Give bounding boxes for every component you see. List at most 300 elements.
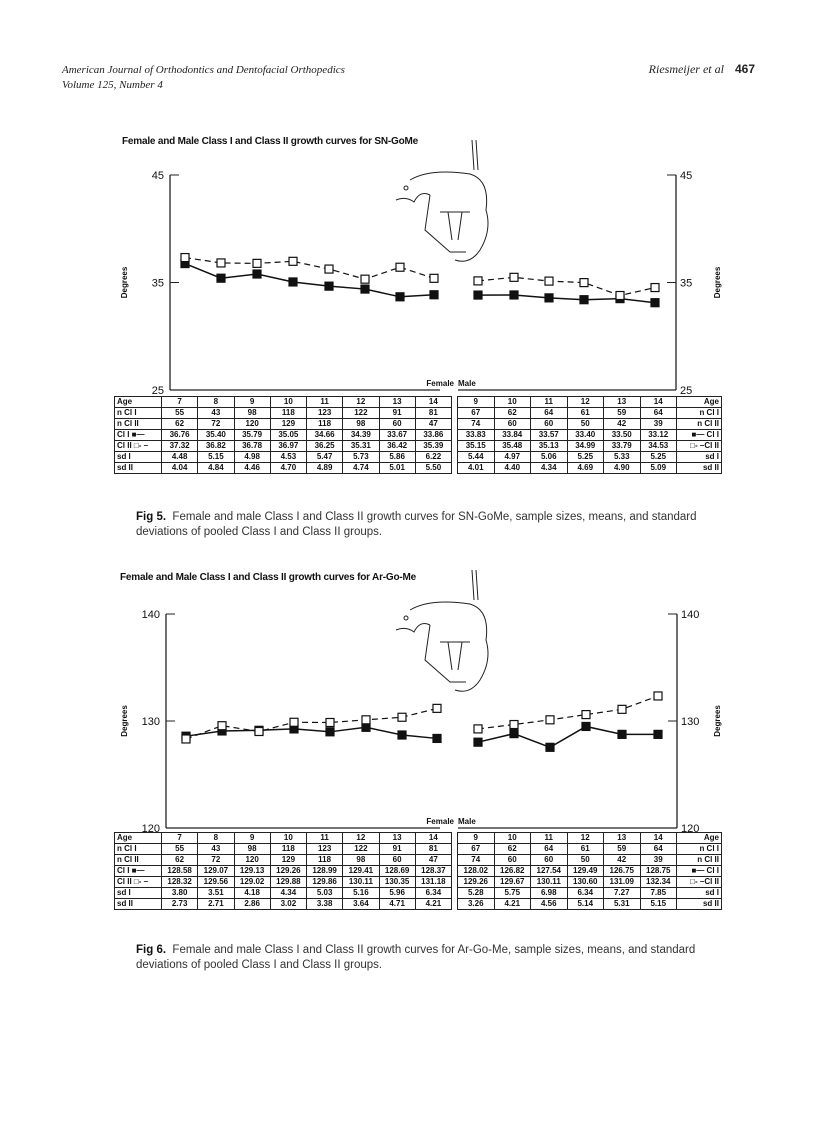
table-row	[115, 397, 452, 408]
table-cell: 4.21	[415, 899, 451, 910]
page-number: 467	[734, 62, 755, 76]
table-cell: 3.64	[343, 899, 379, 910]
open-square-marker-icon	[361, 275, 369, 283]
open-square-marker-icon	[396, 263, 404, 271]
table-cell: 74	[458, 419, 495, 430]
row-label: sd I	[677, 452, 722, 463]
table-cell: 2.73	[162, 899, 198, 910]
table-cell: 4.84	[198, 463, 234, 474]
table-cell: 5.01	[379, 463, 415, 474]
filled-square-marker-icon	[651, 299, 659, 307]
row-label: sd II	[677, 463, 722, 474]
table-cell: 12	[567, 397, 604, 408]
table-cell: 129	[270, 419, 306, 430]
y-tick-label: 25	[151, 385, 164, 397]
table-cell: 35.13	[531, 441, 568, 452]
table-cell: 10	[494, 397, 531, 408]
table-cell: 122	[343, 844, 379, 855]
table-cell: 118	[307, 419, 343, 430]
table-cell: 3.80	[162, 888, 198, 899]
row-label: Cl I ■—	[115, 430, 162, 441]
table-cell: 13	[604, 833, 641, 844]
row-label: Cl II □- –	[115, 877, 162, 888]
open-square-marker-icon	[325, 265, 333, 273]
row-label: sd I	[115, 452, 162, 463]
female-data-table	[114, 832, 452, 910]
table-cell: 4.18	[234, 888, 270, 899]
table-cell: 129	[270, 855, 306, 866]
open-square-marker-icon	[510, 273, 518, 281]
row-label: n Cl I	[677, 408, 722, 419]
table-cell: 33.50	[604, 430, 641, 441]
figure-6-caption-label: Fig 6.	[136, 944, 167, 956]
filled-square-marker-icon	[545, 294, 553, 302]
figure-6-title: Female and Male Class I and Class II growth curves for Ar-Go-Me	[120, 572, 416, 583]
table-row	[115, 441, 452, 452]
male-data-table	[457, 832, 722, 910]
table-row	[115, 419, 452, 430]
table-cell: 118	[307, 855, 343, 866]
table-cell: 4.21	[494, 899, 531, 910]
table-row	[458, 888, 722, 899]
table-cell: 39	[640, 419, 677, 430]
table-cell: 4.69	[567, 463, 604, 474]
class-2-line	[478, 277, 655, 295]
table-cell: 35.39	[415, 441, 451, 452]
table-cell: 129.88	[270, 877, 306, 888]
table-cell: 55	[162, 844, 198, 855]
table-cell: 129.13	[234, 866, 270, 877]
table-cell: 7	[162, 397, 198, 408]
row-label: sd II	[677, 899, 722, 910]
table-cell: 129.26	[270, 866, 306, 877]
female-data-table	[114, 396, 452, 474]
table-cell: 34.39	[343, 430, 379, 441]
table-cell: 36.25	[307, 441, 343, 452]
table-cell: 118	[270, 844, 306, 855]
table-cell: 36.76	[162, 430, 198, 441]
table-row	[115, 866, 452, 877]
table-cell: 50	[567, 855, 604, 866]
table-cell: 129.49	[567, 866, 604, 877]
table-cell: 126.82	[494, 866, 531, 877]
row-label: n Cl II	[115, 855, 162, 866]
row-label: Cl I ■—	[115, 866, 162, 877]
row-label: Age	[677, 833, 722, 844]
table-cell: 60	[379, 855, 415, 866]
row-label: ■— Cl I	[677, 430, 722, 441]
table-cell: 118	[270, 408, 306, 419]
table-cell: 33.12	[640, 430, 677, 441]
row-label: n Cl II	[677, 419, 722, 430]
open-square-marker-icon	[580, 279, 588, 287]
table-cell: 3.51	[198, 888, 234, 899]
figure-5-caption-label: Fig 5.	[136, 511, 167, 523]
table-cell: 8	[198, 397, 234, 408]
figure-6-caption	[136, 943, 716, 973]
table-cell: 132.34	[640, 877, 677, 888]
table-cell: 5.25	[567, 452, 604, 463]
table-cell: 5.44	[458, 452, 495, 463]
y-axis-label-right: Degrees	[713, 705, 722, 737]
table-cell: 35.79	[234, 430, 270, 441]
table-cell: 128.02	[458, 866, 495, 877]
table-cell: 11	[531, 397, 568, 408]
table-cell: 128.37	[415, 866, 451, 877]
table-cell: 127.54	[531, 866, 568, 877]
table-cell: 64	[531, 408, 568, 419]
table-cell: 4.34	[270, 888, 306, 899]
row-label: □- –Cl II	[677, 877, 722, 888]
cephalometric-skull-sketch-icon	[396, 140, 488, 261]
table-row	[458, 452, 722, 463]
filled-square-marker-icon	[430, 291, 438, 299]
table-cell: 4.04	[162, 463, 198, 474]
open-square-marker-icon	[181, 254, 189, 262]
table-cell: 34.99	[567, 441, 604, 452]
table-cell: 13	[379, 397, 415, 408]
table-cell: 42	[604, 419, 641, 430]
table-cell: 7.27	[604, 888, 641, 899]
table-cell: 4.53	[270, 452, 306, 463]
table-cell: 5.25	[640, 452, 677, 463]
table-row	[115, 844, 452, 855]
table-cell: 4.56	[531, 899, 568, 910]
table-cell: 34.53	[640, 441, 677, 452]
table-cell: 81	[415, 844, 451, 855]
table-cell: 4.98	[234, 452, 270, 463]
table-cell: 10	[270, 833, 306, 844]
table-cell: 61	[567, 408, 604, 419]
table-cell: 126.75	[604, 866, 641, 877]
table-cell: 10	[270, 397, 306, 408]
y-tick-label: 120	[141, 823, 160, 835]
table-row	[115, 833, 452, 844]
row-label: n Cl I	[677, 844, 722, 855]
row-label: Cl II □- –	[115, 441, 162, 452]
filled-square-marker-icon	[253, 270, 261, 278]
table-cell: 120	[234, 419, 270, 430]
figure-5-title: Female and Male Class I and Class II growth curves for SN-GoMe	[122, 136, 419, 147]
table-cell: 5.06	[531, 452, 568, 463]
table-cell: 129.41	[343, 866, 379, 877]
table-cell: 8	[198, 833, 234, 844]
open-square-marker-icon	[545, 277, 553, 285]
table-cell: 98	[343, 855, 379, 866]
table-cell: 35.15	[458, 441, 495, 452]
filled-square-marker-icon	[580, 296, 588, 304]
y-tick-label: 35	[680, 277, 693, 290]
table-cell: 6.34	[567, 888, 604, 899]
table-cell: 4.97	[494, 452, 531, 463]
figure-6-caption-text: Female and male Class I and Class II growth curves for Ar-Go-Me, sample sizes, means, and standard deviations of pooled Class I and Class II groups.	[136, 944, 696, 971]
table-cell: 55	[162, 408, 198, 419]
table-cell: 36.82	[198, 441, 234, 452]
row-label: sd I	[115, 888, 162, 899]
table-cell: 64	[640, 844, 677, 855]
table-cell: 6.34	[415, 888, 451, 899]
male-panel-label: Male	[458, 379, 476, 388]
filled-square-marker-icon	[474, 291, 482, 299]
table-cell: 64	[640, 408, 677, 419]
table-cell: 43	[198, 844, 234, 855]
y-tick-label: 130	[681, 716, 700, 728]
table-cell: 11	[307, 397, 343, 408]
table-cell: 130.35	[379, 877, 415, 888]
table-row	[458, 408, 722, 419]
table-cell: 122	[343, 408, 379, 419]
table-cell: 6.98	[531, 888, 568, 899]
open-square-marker-icon	[651, 284, 659, 292]
table-cell: 131.09	[604, 877, 641, 888]
male-data-table	[457, 396, 722, 474]
table-cell: 5.16	[343, 888, 379, 899]
table-row	[115, 899, 452, 910]
row-label: □- –Cl II	[677, 441, 722, 452]
table-cell: 130.60	[567, 877, 604, 888]
table-row	[458, 855, 722, 866]
table-cell: 5.33	[604, 452, 641, 463]
table-cell: 91	[379, 844, 415, 855]
table-cell: 47	[415, 855, 451, 866]
y-axis-label-left: Degrees	[120, 266, 129, 299]
table-cell: 9	[234, 397, 270, 408]
row-label: Age	[677, 397, 722, 408]
filled-square-marker-icon	[361, 285, 369, 293]
row-label: sd II	[115, 899, 162, 910]
table-cell: 5.75	[494, 888, 531, 899]
table-cell: 11	[531, 833, 568, 844]
filled-square-marker-icon	[510, 291, 518, 299]
table-cell: 62	[162, 419, 198, 430]
table-cell: 34.66	[307, 430, 343, 441]
table-row	[458, 899, 722, 910]
table-cell: 59	[604, 408, 641, 419]
y-tick-label: 140	[681, 609, 700, 621]
table-cell: 13	[379, 833, 415, 844]
row-label: n Cl I	[115, 408, 162, 419]
table-cell: 33.86	[415, 430, 451, 441]
table-cell: 72	[198, 419, 234, 430]
figure-5-caption	[136, 510, 716, 540]
table-cell: 91	[379, 408, 415, 419]
table-cell: 128.75	[640, 866, 677, 877]
y-tick-label: 130	[141, 716, 160, 728]
table-cell: 4.40	[494, 463, 531, 474]
table-cell: 2.71	[198, 899, 234, 910]
row-label: n Cl II	[677, 855, 722, 866]
table-cell: 5.73	[343, 452, 379, 463]
female-panel-label: Female	[426, 817, 454, 826]
table-cell: 98	[343, 419, 379, 430]
table-cell: 33.67	[379, 430, 415, 441]
table-cell: 5.15	[640, 899, 677, 910]
table-cell: 62	[494, 844, 531, 855]
table-cell: 128.58	[162, 866, 198, 877]
row-label: sd II	[115, 463, 162, 474]
table-row	[458, 397, 722, 408]
table-cell: 9	[458, 833, 495, 844]
row-label: n Cl II	[115, 419, 162, 430]
table-cell: 36.78	[234, 441, 270, 452]
table-row	[115, 430, 452, 441]
table-cell: 60	[494, 855, 531, 866]
table-cell: 98	[234, 844, 270, 855]
table-cell: 123	[307, 844, 343, 855]
table-cell: 67	[458, 408, 495, 419]
table-cell: 130.11	[531, 877, 568, 888]
table-cell: 7	[162, 833, 198, 844]
table-row	[458, 866, 722, 877]
table-cell: 4.71	[379, 899, 415, 910]
table-row	[115, 877, 452, 888]
open-square-marker-icon	[474, 277, 482, 285]
table-cell: 129.86	[307, 877, 343, 888]
y-tick-label: 25	[680, 385, 693, 397]
y-tick-label: 120	[681, 823, 700, 835]
table-cell: 5.31	[604, 899, 641, 910]
filled-square-marker-icon	[396, 293, 404, 301]
authors: Riesmeijer et al	[648, 62, 724, 76]
table-cell: 35.48	[494, 441, 531, 452]
figure-5-caption-text: Female and male Class I and Class II growth curves for SN-GoMe, sample sizes, means, and standard deviations of pooled Class I and Class II groups.	[136, 511, 697, 538]
table-cell: 5.09	[640, 463, 677, 474]
table-cell: 128.69	[379, 866, 415, 877]
table-cell: 129.07	[198, 866, 234, 877]
table-cell: 14	[415, 833, 451, 844]
table-cell: 123	[307, 408, 343, 419]
row-label: Age	[115, 397, 162, 408]
table-cell: 35.31	[343, 441, 379, 452]
table-cell: 5.28	[458, 888, 495, 899]
table-cell: 33.84	[494, 430, 531, 441]
table-row	[458, 833, 722, 844]
table-row	[115, 463, 452, 474]
table-cell: 14	[640, 397, 677, 408]
table-cell: 37.32	[162, 441, 198, 452]
table-cell: 74	[458, 855, 495, 866]
class-1-line	[478, 295, 655, 303]
table-cell: 60	[379, 419, 415, 430]
filled-square-marker-icon	[289, 278, 297, 286]
table-cell: 5.47	[307, 452, 343, 463]
table-cell: 5.50	[415, 463, 451, 474]
table-cell: 42	[604, 855, 641, 866]
table-cell: 33.79	[604, 441, 641, 452]
y-tick-label: 140	[141, 609, 160, 621]
table-row	[115, 855, 452, 866]
table-cell: 4.74	[343, 463, 379, 474]
y-tick-label: 35	[151, 277, 164, 290]
table-cell: 14	[415, 397, 451, 408]
table-cell: 3.02	[270, 899, 306, 910]
table-cell: 98	[234, 408, 270, 419]
table-row	[458, 844, 722, 855]
table-cell: 5.03	[307, 888, 343, 899]
row-label: Age	[115, 833, 162, 844]
table-row	[115, 888, 452, 899]
table-cell: 33.57	[531, 430, 568, 441]
table-row	[458, 877, 722, 888]
table-cell: 129.56	[198, 877, 234, 888]
female-panel-label: Female	[426, 379, 454, 388]
table-row	[458, 463, 722, 474]
row-label: n Cl I	[115, 844, 162, 855]
table-cell: 5.86	[379, 452, 415, 463]
table-cell: 4.90	[604, 463, 641, 474]
table-cell: 50	[567, 419, 604, 430]
journal-name: American Journal of Orthodontics and Dentofacial Orthopedics	[62, 64, 345, 76]
table-cell: 43	[198, 408, 234, 419]
table-cell: 128.32	[162, 877, 198, 888]
table-cell: 59	[604, 844, 641, 855]
table-cell: 12	[567, 833, 604, 844]
table-cell: 67	[458, 844, 495, 855]
table-cell: 47	[415, 419, 451, 430]
table-row	[458, 441, 722, 452]
table-cell: 4.46	[234, 463, 270, 474]
table-cell: 33.40	[567, 430, 604, 441]
table-row	[458, 430, 722, 441]
table-cell: 4.48	[162, 452, 198, 463]
table-row	[115, 452, 452, 463]
open-square-marker-icon	[430, 274, 438, 282]
filled-square-marker-icon	[325, 282, 333, 290]
table-cell: 13	[604, 397, 641, 408]
open-square-marker-icon	[289, 257, 297, 265]
open-square-marker-icon	[253, 259, 261, 267]
table-cell: 10	[494, 833, 531, 844]
y-axis-label-right: Degrees	[713, 266, 722, 299]
table-cell: 61	[567, 844, 604, 855]
table-row	[458, 419, 722, 430]
table-cell: 128.99	[307, 866, 343, 877]
table-cell: 11	[307, 833, 343, 844]
table-cell: 14	[640, 833, 677, 844]
table-cell: 129.02	[234, 877, 270, 888]
table-cell: 81	[415, 408, 451, 419]
table-cell: 120	[234, 855, 270, 866]
journal-volume: Volume 125, Number 4	[62, 79, 163, 91]
male-panel-label: Male	[458, 817, 476, 826]
table-row	[115, 408, 452, 419]
table-cell: 60	[494, 419, 531, 430]
filled-square-marker-icon	[217, 274, 225, 282]
y-tick-label: 45	[151, 170, 164, 182]
table-cell: 39	[640, 855, 677, 866]
y-axis-label-left: Degrees	[120, 705, 129, 737]
table-cell: 35.40	[198, 430, 234, 441]
table-cell: 3.26	[458, 899, 495, 910]
open-square-marker-icon	[217, 259, 225, 267]
table-cell: 130.11	[343, 877, 379, 888]
table-cell: 36.42	[379, 441, 415, 452]
table-cell: 35.05	[270, 430, 306, 441]
row-label: ■— Cl I	[677, 866, 722, 877]
table-cell: 60	[531, 855, 568, 866]
table-cell: 33.83	[458, 430, 495, 441]
table-cell: 5.96	[379, 888, 415, 899]
table-cell: 62	[162, 855, 198, 866]
table-cell: 5.14	[567, 899, 604, 910]
table-cell: 9	[234, 833, 270, 844]
table-cell: 60	[531, 419, 568, 430]
table-cell: 72	[198, 855, 234, 866]
table-cell: 129.67	[494, 877, 531, 888]
table-cell: 12	[343, 833, 379, 844]
table-cell: 4.89	[307, 463, 343, 474]
row-label: sd I	[677, 888, 722, 899]
